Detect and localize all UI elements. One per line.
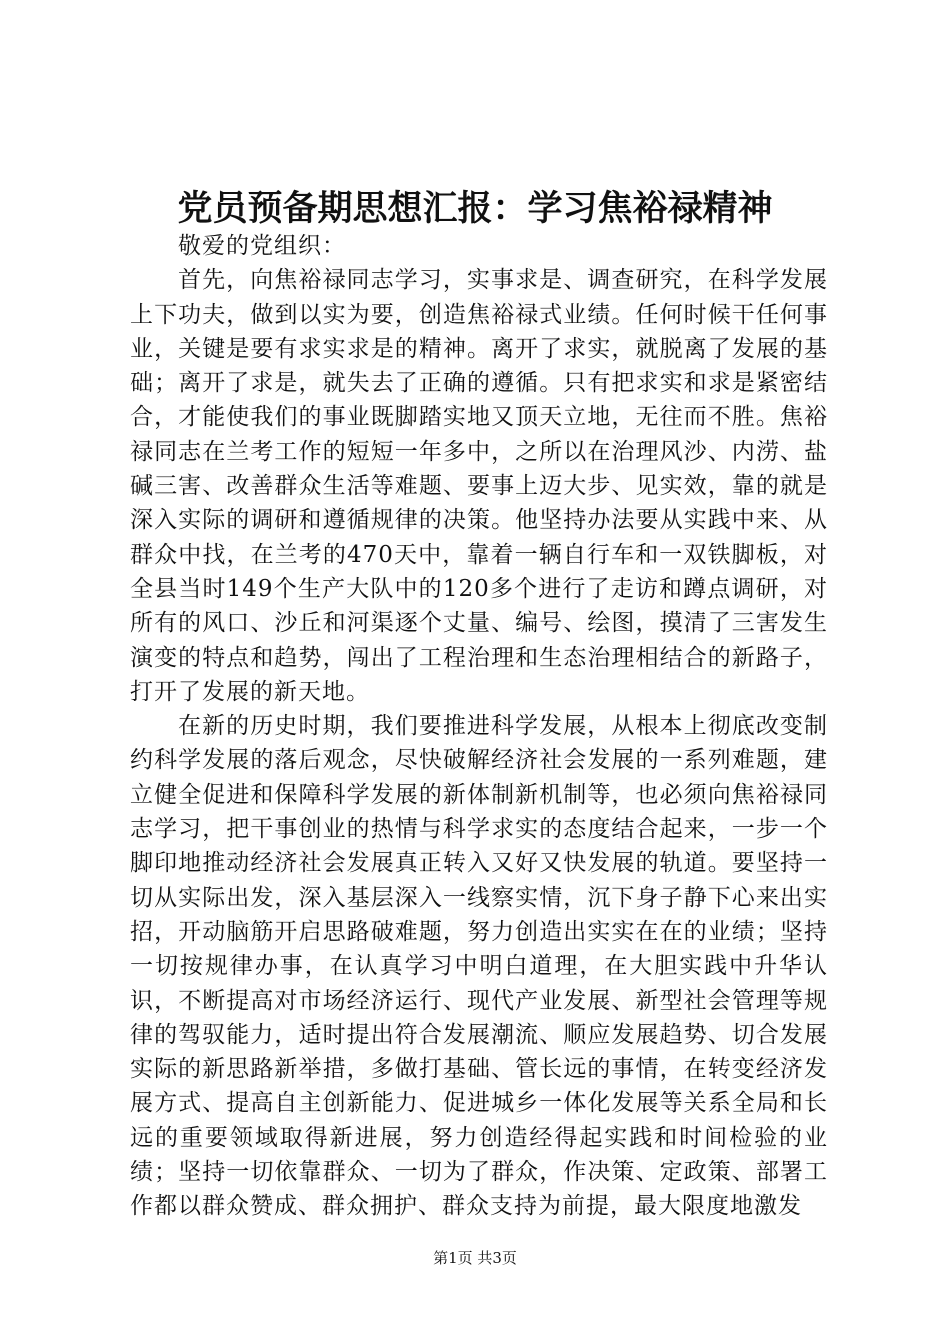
salutation: 敬爱的党组织：: [178, 233, 346, 259]
document-body: [130, 229, 828, 1224]
document-title: 党员预备期思想汇报：学习焦裕禄精神: [177, 189, 773, 229]
paragraph-1: 首先，向焦裕禄同志学习，实事求是、调查研究，在科学发展上下功夫，做到以实为要，创造焦裕禄式业绩。任何时候干任何事业，关键是要有求实求是的精神。离开了求实，就脱离了发展的基础；离开了求是，就失去了正确的遵循。只有把求实和求是紧密结合，才能使我们的事业既脚踏实地又顶天立地，无往而不胜。焦裕禄同志在兰考工作的短短一年多中，之所以在治理风沙、内涝、盐碱三害、改善群众生活等难题、要事上迈大步、见实效，靠的就是深入实际的调研和遵循规律的决策。他坚持办法要从实践中来、从群众中找，在兰考的470天中，靠着一辆自行车和一双铁脚板，对全县当时149个生产大队中的120多个进行了走访和蹲点调研，对所有的风口、沙丘和河渠逐个丈量、编号、绘图，摸清了三害发生演变的特点和趋势，闯出了工程治理和生态治理相结合的新路子，打开了发展的新天地。: [130, 267, 828, 705]
page-footer: 第1页 共3页: [433, 1249, 517, 1267]
paragraph-2: 在新的历史时期，我们要推进科学发展，从根本上彻底改变制约科学发展的落后观念，尽快破解经济社会发展的一系列难题，建立健全促进和保障科学发展的新体制新机制等，也必须向焦裕禄同志学习，把干事创业的热情与科学求实的态度结合起来，一步一个脚印地推动经济社会发展真正转入又好又快发展的轨道。要坚持一切从实际出发，深入基层深入一线察实情，沉下身子静下心来出实招，开动脑筋开启思路破难题，努力创造出实实在在的业绩；坚持一切按规律办事，在认真学习中明白道理，在大胆实践中升华认识，不断提高对市场经济运行、现代产业发展、新型社会管理等规律的驾驭能力，适时提出符合发展潮流、顺应发展趋势、切合发展实际的新思路新举措，多做打基础、管长远的事情，在转变经济发展方式、提高自主创新能力、促进城乡一体化发展等关系全局和长远的重要领域取得新进展，努力创造经得起实践和时间检验的业绩；坚持一切依靠群众、一切为了群众，作决策、定政策、部署工作都以群众赞成、群众拥护、群众支持为前提，最大限度地激发: [130, 713, 828, 1220]
